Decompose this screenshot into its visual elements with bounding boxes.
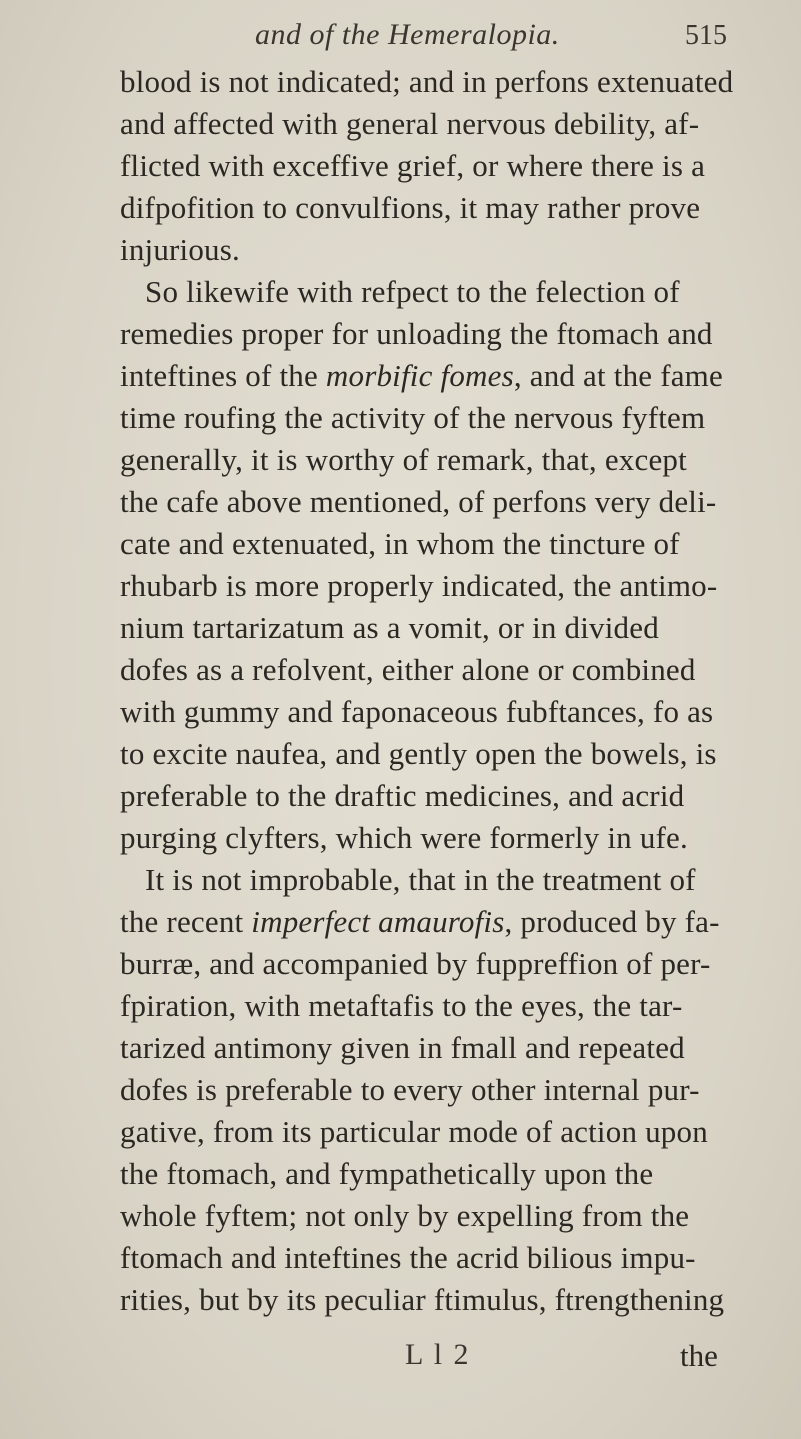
text-line: fpiration, with metaftafis to the eyes, the tar-: [120, 988, 683, 1023]
text-line: whole fyftem; not only by expelling from the: [120, 1198, 690, 1233]
text-line: It is not improbable, that in the treatment of: [145, 862, 696, 897]
signature-mark: L l 2: [405, 1338, 471, 1371]
italic-term: imperfect amaurofis: [251, 904, 505, 939]
running-title: and of the Hemeralopia.: [255, 18, 560, 51]
text-line: dofes is preferable to every other internal pur-: [120, 1072, 700, 1107]
text-line: and affected with general nervous debility, af-: [120, 106, 700, 141]
text-line: with gummy and faponaceous fubftances, fo as: [120, 694, 714, 729]
text-line: ftomach and inteftines the acrid bilious impu-: [120, 1240, 696, 1275]
text-line: time roufing the activity of the nervous fyftem: [120, 400, 706, 435]
text-line: remedies proper for unloading the ftomach and: [120, 316, 713, 351]
text-line: the recent imperfect amaurofis, produced by fa-: [120, 904, 720, 939]
text-line: difpofition to convulfions, it may rather prove: [120, 190, 701, 225]
text-line: burræ, and accompanied by fuppreffion of per-: [120, 946, 711, 981]
italic-term: morbific fomes: [325, 358, 514, 393]
text-line: the ftomach, and fympathetically upon the: [120, 1156, 654, 1191]
text-line: gative, from its particular mode of action upon: [120, 1114, 708, 1149]
text-line: blood is not indicated; and in perfons extenuated: [120, 64, 734, 99]
page-footer: [0, 1338, 801, 1382]
text-line: the cafe above mentioned, of perfons very deli-: [120, 484, 717, 519]
page-header: [0, 18, 801, 58]
text-line: dofes as a refolvent, either alone or combined: [120, 652, 696, 687]
text-line: cate and extenuated, in whom the tincture of: [120, 526, 680, 561]
text-line: to excite naufea, and gently open the bowels, is: [120, 736, 717, 771]
text-line: flicted with exceffive grief, or where there is a: [120, 148, 706, 183]
text-line: tarized antimony given in fmall and repeated: [120, 1030, 685, 1065]
text-line: generally, it is worthy of remark, that, except: [120, 442, 687, 477]
text-line: injurious.: [120, 232, 240, 267]
text-line: nium tartarizatum as a vomit, or in divided: [120, 610, 659, 645]
text-line: preferable to the draftic medicines, and acrid: [120, 778, 685, 813]
catchword: the: [680, 1338, 718, 1373]
text-line: inteftines of the morbific fomes, and at the fame: [120, 358, 723, 393]
text-line: purging clyfters, which were formerly in ufe.: [120, 820, 688, 855]
page-number: 515: [685, 20, 727, 51]
text-line: So likewife with refpect to the felection of: [145, 274, 680, 309]
text-line: rities, but by its peculiar ftimulus, ftrengthening: [120, 1282, 725, 1317]
text-line: rhubarb is more properly indicated, the antimo-: [120, 568, 718, 603]
